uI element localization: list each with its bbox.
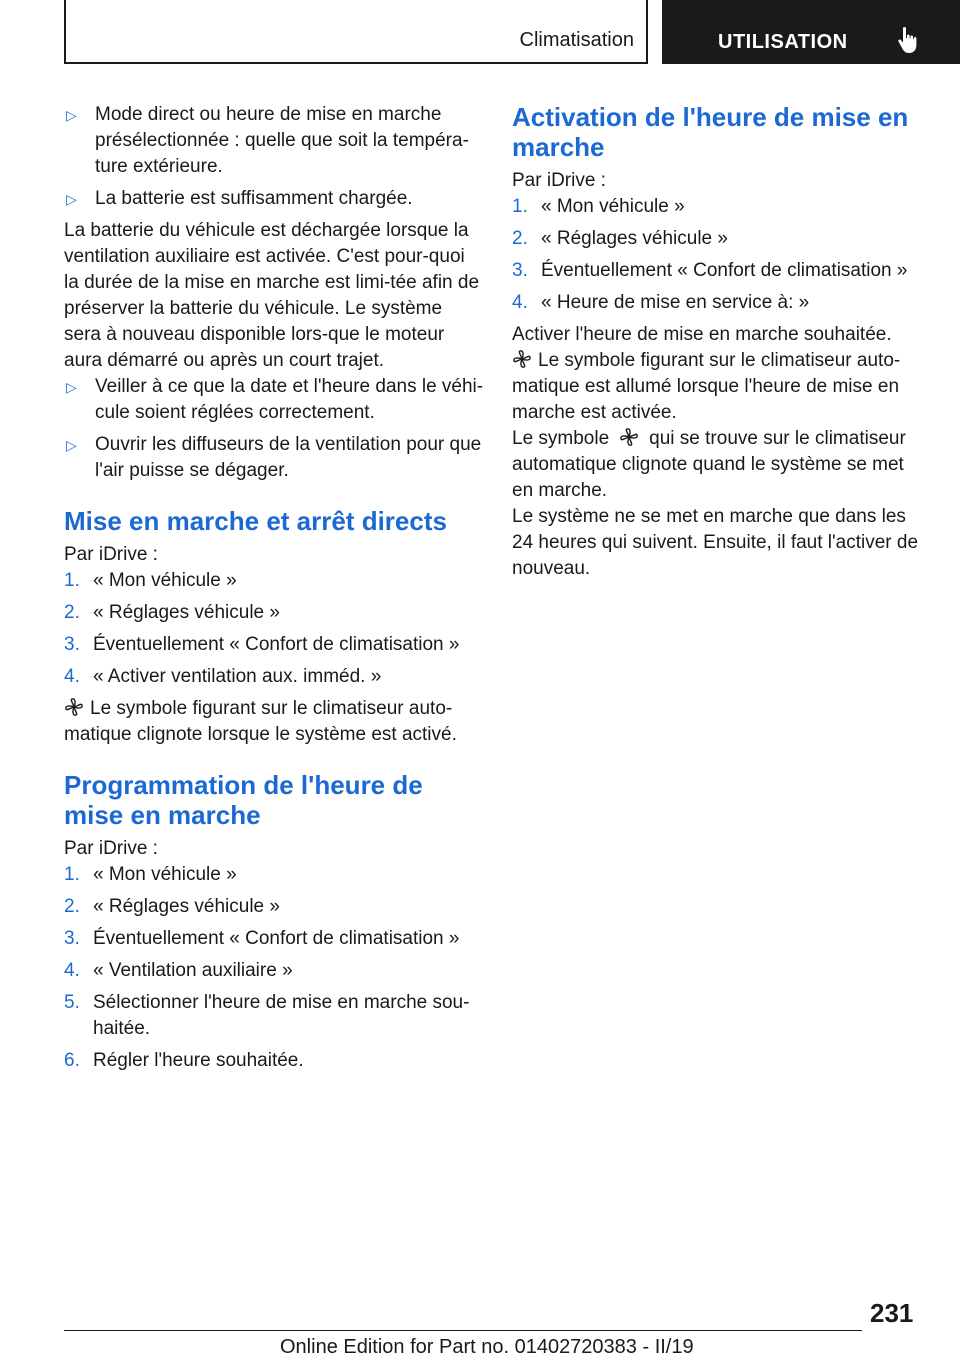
bullet-item bbox=[64, 432, 484, 484]
bullet-item bbox=[64, 102, 484, 180]
footer-edition: Online Edition for Part no. 01402720383 - II/19 bbox=[280, 1336, 694, 1358]
page-number: 231 bbox=[870, 1298, 914, 1328]
note-text: Le symbole qui se trouve sur le climatiseur automatique clignote quand le système se met en marche. bbox=[512, 428, 906, 501]
bullet-text: La batterie est suffisamment chargée. bbox=[95, 188, 413, 209]
header-section-box bbox=[64, 0, 648, 64]
bullet-subtext: La batterie du véhicule est déchargée lorsque la ventilation auxiliaire est activée. C'est pour-quoi la durée de la mise en marche est limi-tée afin de préserver la batterie du véhicule. Le système sera à nouveau disponible lors-que le moteur aura démarré ou après un court trajet. bbox=[64, 220, 480, 371]
footer-divider bbox=[64, 1330, 862, 1331]
triangle-bullet-icon: ▷ bbox=[66, 191, 77, 207]
fan-icon bbox=[64, 697, 84, 717]
step-item: 1. « Mon véhicule » bbox=[64, 570, 237, 591]
step-subtext: Activer l'heure de mise en marche souhaitée. bbox=[512, 324, 892, 345]
heading-activation: Activation de l'heure de mise en marche bbox=[512, 102, 909, 162]
bullet-item bbox=[64, 186, 484, 212]
step-item: 4. « Activer ventilation aux. imméd. » bbox=[64, 666, 382, 687]
intro-text: Par iDrive : bbox=[64, 544, 158, 565]
triangle-bullet-icon: ▷ bbox=[66, 437, 77, 453]
heading-program: Programmation de l'heure de mise en marche bbox=[64, 770, 423, 830]
triangle-bullet-icon: ▷ bbox=[66, 379, 77, 395]
bullet-item bbox=[64, 374, 484, 426]
step-item: 3. Éventuellement « Confort de climatisation » bbox=[64, 634, 460, 655]
note-text: Le symbole figurant sur le climatiseur auto-matique est allumé lorsque l'heure de mise en marche est activée. bbox=[512, 350, 901, 423]
step-item: 4. « Heure de mise en service à: » bbox=[512, 292, 810, 313]
intro-text: Par iDrive : bbox=[512, 170, 606, 191]
step-item: 5. Sélectionner l'heure de mise en marche sou-haitée. bbox=[64, 992, 470, 1039]
right-column bbox=[512, 102, 928, 582]
step-item: 1. « Mon véhicule » bbox=[64, 864, 237, 885]
section-title: Climatisation bbox=[519, 29, 634, 51]
step-item: 2. « Réglages véhicule » bbox=[64, 896, 280, 917]
triangle-bullet-icon: ▷ bbox=[66, 107, 77, 123]
step-item: 2. « Réglages véhicule » bbox=[64, 602, 280, 623]
heading-direct: Mise en marche et arrêt directs bbox=[64, 506, 447, 536]
bullet-text: Mode direct ou heure de mise en marche présélectionnée : quelle que soit la tempéra-ture extérieure. bbox=[95, 104, 469, 177]
note-text: Le système ne se met en marche que dans les 24 heures qui suivent. Ensuite, il faut l'activer de nouveau. bbox=[512, 506, 919, 579]
step-item: 1. « Mon véhicule » bbox=[512, 196, 685, 217]
left-column bbox=[64, 102, 484, 1080]
chapter-title: UTILISATION bbox=[718, 31, 848, 53]
step-item: 6. Régler l'heure souhaitée. bbox=[64, 1050, 304, 1071]
intro-text: Par iDrive : bbox=[64, 838, 158, 859]
fan-icon bbox=[512, 349, 532, 369]
hand-pointer-icon bbox=[896, 26, 920, 54]
bullet-text: Veiller à ce que la date et l'heure dans le véhi-cule soient réglées correctement. bbox=[95, 376, 484, 423]
step-item: 3. Éventuellement « Confort de climatisation » bbox=[512, 260, 908, 281]
fan-icon bbox=[619, 427, 639, 447]
step-item: 2. « Réglages véhicule » bbox=[512, 228, 728, 249]
step-item: 3. Éventuellement « Confort de climatisation » bbox=[64, 928, 460, 949]
bullet-text: Ouvrir les diffuseurs de la ventilation pour que l'air puisse se dégager. bbox=[95, 434, 482, 481]
step-item: 4. « Ventilation auxiliaire » bbox=[64, 960, 293, 981]
note-text: Le symbole figurant sur le climatiseur auto-matique clignote lorsque le système est activé. bbox=[64, 698, 457, 745]
